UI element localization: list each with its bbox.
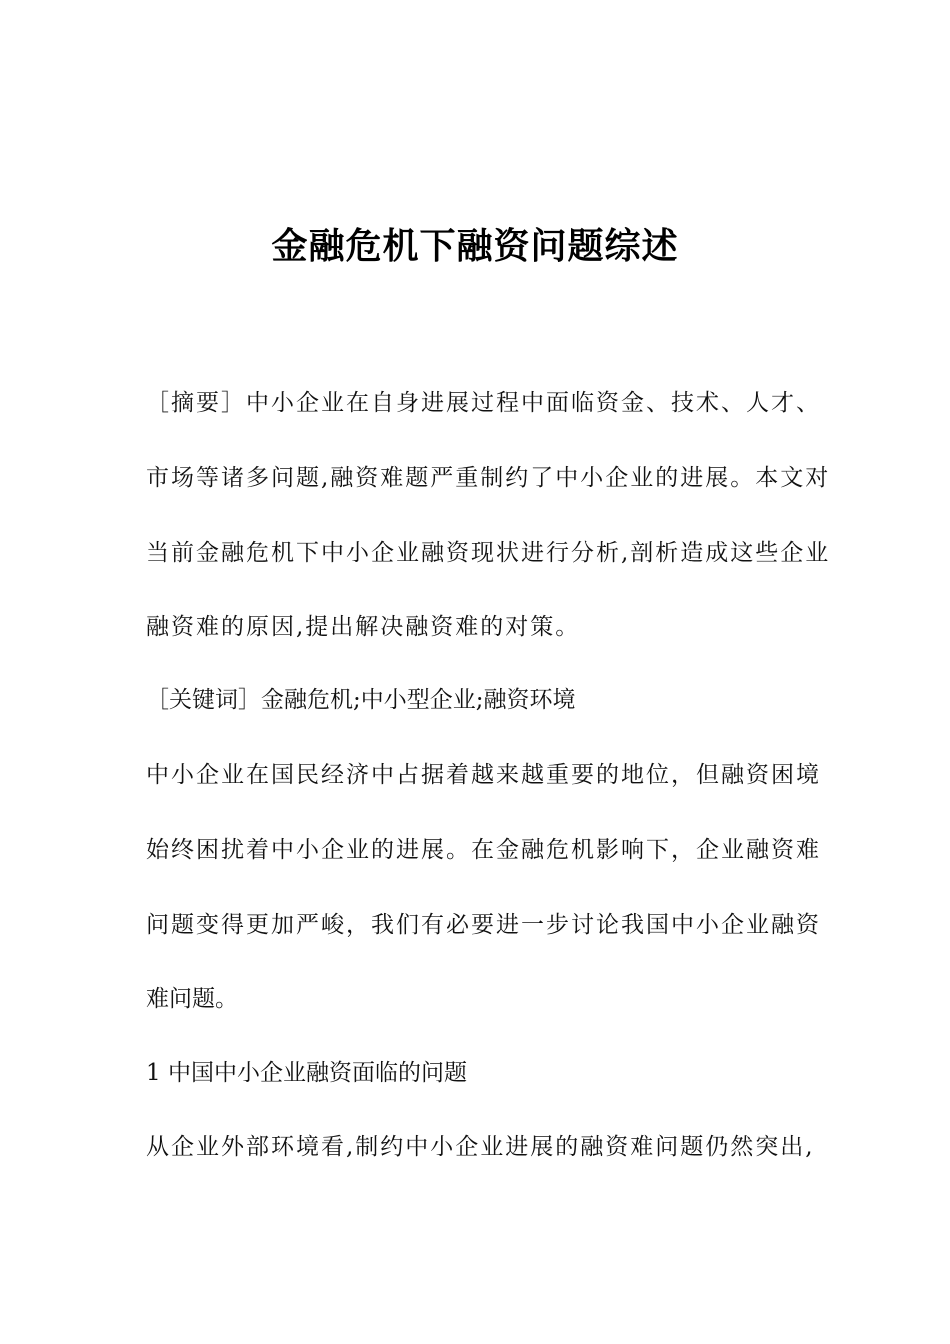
abstract-line-4: 融资难的原因,提出解决融资难的对策。 xyxy=(146,614,581,640)
body-line-1: 中小企业在国民经济中占据着越来越重要的地位，但融资困境 xyxy=(146,762,821,788)
keywords-line: ［关键词］金融危机;中小型企业;融资环境 xyxy=(146,687,576,713)
body-line-2: 始终困扰着中小企业的进展。在金融危机影响下，企业融资难 xyxy=(146,837,821,863)
abstract-line-3: 当前金融危机下中小企业融资现状进行分析,剖析造成这些企业 xyxy=(146,540,831,566)
section-heading: 1 中国中小企业融资面临的问题 xyxy=(146,1060,467,1086)
body-line-4: 难问题。 xyxy=(146,986,238,1012)
abstract-line-1: ［摘要］中小企业在自身进展过程中面临资金、技术、人才、 xyxy=(146,390,821,416)
body-line-3: 问题变得更加严峻，我们有必要进一步讨论我国中小企业融资 xyxy=(146,912,821,938)
section-body-line-1: 从企业外部环境看,制约中小企业进展的融资难问题仍然突出, xyxy=(146,1134,815,1160)
document-title: 金融危机下融资问题综述 xyxy=(271,226,679,267)
abstract-line-2: 市场等诸多问题,融资难题严重制约了中小企业的进展。本文对 xyxy=(146,465,831,491)
